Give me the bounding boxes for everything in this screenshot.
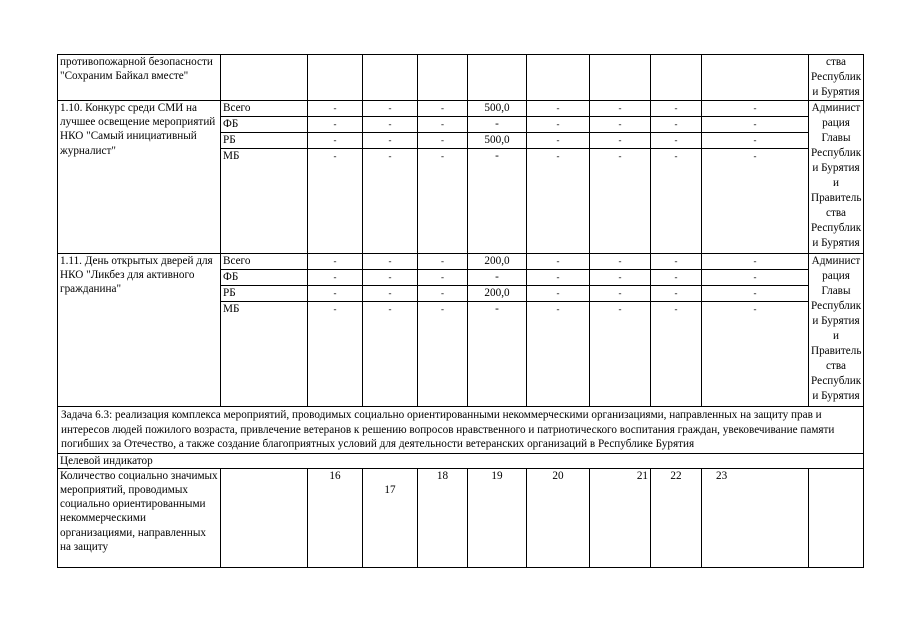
value-cell: - (527, 101, 590, 117)
value-cell: - (590, 117, 651, 133)
indicator-value: 16 (308, 468, 363, 567)
value-cell: - (527, 117, 590, 133)
resp-line: Правитель (811, 345, 862, 357)
resp-line: и Бурятия (812, 86, 860, 98)
value-cell: - (363, 286, 418, 302)
value-cell: - (590, 286, 651, 302)
value-cell: - (702, 302, 809, 407)
event-name: 1.10. Конкурс среди СМИ на лучшее освещение мероприятий НКО "Самый инициативный журналист" (58, 101, 221, 254)
indicator-value: 20 (527, 468, 590, 567)
value-cell: - (651, 133, 702, 149)
value-cell: - (590, 101, 651, 117)
value-cell: - (651, 302, 702, 407)
event-name: противопожарной безопасности "Сохраним Байкал вместе" (58, 55, 221, 101)
source-cell (221, 55, 308, 101)
value-cell: - (702, 101, 809, 117)
value-cell: - (527, 302, 590, 407)
source-label: ФБ (221, 117, 308, 133)
resp-line: ства (826, 56, 846, 68)
value-cell: - (527, 254, 590, 270)
source-label: Всего (221, 101, 308, 117)
value-cell: - (702, 270, 809, 286)
resp-line: Главы (821, 132, 851, 144)
value-cell: - (308, 270, 363, 286)
value-cell: 200,0 (468, 286, 527, 302)
resp-line: Республик (811, 300, 862, 312)
value-cell (651, 55, 702, 101)
value-cell (468, 55, 527, 101)
source-cell (221, 468, 308, 567)
value-cell: - (590, 133, 651, 149)
value-cell: - (590, 149, 651, 254)
indicator-value: 18 (418, 468, 468, 567)
value-cell: - (308, 133, 363, 149)
row-indicator-header (58, 453, 864, 468)
value-cell: - (651, 254, 702, 270)
resp-line: и (833, 330, 839, 342)
value-cell: 200,0 (468, 254, 527, 270)
indicator-value: 22 (651, 468, 702, 567)
resp-line: Правитель (811, 192, 862, 204)
value-cell: - (418, 117, 468, 133)
value-cell: - (363, 270, 418, 286)
value-cell: - (702, 149, 809, 254)
value-cell: - (308, 302, 363, 407)
responsible-cell (809, 101, 864, 254)
value-cell: - (308, 117, 363, 133)
resp-line: и Бурятия (812, 162, 860, 174)
value-cell: 500,0 (468, 101, 527, 117)
value-cell: - (418, 254, 468, 270)
value-cell: - (702, 254, 809, 270)
indicator-header: Целевой индикатор (58, 453, 864, 468)
value-cell: - (363, 302, 418, 407)
value-cell: - (308, 254, 363, 270)
value-cell: - (651, 117, 702, 133)
value-cell: - (418, 133, 468, 149)
resp-line: и Бурятия (812, 237, 860, 249)
resp-line: рация (822, 270, 850, 282)
value-cell: - (363, 101, 418, 117)
value-cell: - (418, 101, 468, 117)
resp-line: Админист (811, 255, 861, 267)
responsible-cell (809, 468, 864, 567)
value-cell (418, 55, 468, 101)
resp-line: Республик (811, 71, 862, 83)
value-cell (363, 55, 418, 101)
value-cell: - (702, 117, 809, 133)
value-cell: - (702, 286, 809, 302)
resp-line: Республик (811, 222, 862, 234)
value-cell: - (363, 117, 418, 133)
value-cell: - (527, 270, 590, 286)
value-cell: - (418, 270, 468, 286)
row-task-6-3 (58, 407, 864, 454)
value-cell: - (702, 133, 809, 149)
row-111-total (58, 254, 864, 270)
resp-line: Админист (811, 102, 861, 114)
value-cell: - (308, 149, 363, 254)
source-label: РБ (221, 286, 308, 302)
source-label: РБ (221, 133, 308, 149)
value-cell: - (527, 149, 590, 254)
value-cell: - (363, 133, 418, 149)
source-label: Всего (221, 254, 308, 270)
value-cell: - (651, 286, 702, 302)
resp-line: Главы (821, 285, 851, 297)
indicator-value: 19 (468, 468, 527, 567)
value-cell: - (590, 270, 651, 286)
source-label: МБ (221, 302, 308, 407)
indicator-value: 23 (702, 468, 809, 567)
indicator-value: 17 (363, 468, 418, 567)
value-cell: - (363, 149, 418, 254)
value-cell: - (651, 101, 702, 117)
resp-line: ства (826, 360, 846, 372)
indicator-value: 21 (590, 468, 651, 567)
value-cell: - (527, 133, 590, 149)
value-cell: - (468, 117, 527, 133)
value-cell: - (418, 302, 468, 407)
resp-line: и (833, 177, 839, 189)
value-cell: - (418, 149, 468, 254)
value-cell: - (527, 286, 590, 302)
task-text: Задача 6.3: реализация комплекса мероприятий, проводимых социально ориентированными некоммерческими организациями, направленных на защиту прав и интересов людей пожилого возраста, привлечение ветеранов к решению вопросов нравственного и патриотического воспитания граждан, увековечивание памяти погибших за Отечество, а также создание благоприятных условий для деятельности ветеранских организаций в Республике Бурятия (58, 407, 864, 454)
program-table (57, 54, 864, 568)
value-cell (702, 55, 809, 101)
indicator-name: Количество социально значимых мероприятий, проводимых социально ориентированными некоммерческими организациями, направленных на защиту (58, 468, 221, 567)
source-label: ФБ (221, 270, 308, 286)
resp-line: и Бурятия (812, 315, 860, 327)
value-cell: - (308, 286, 363, 302)
source-label: МБ (221, 149, 308, 254)
resp-line: Республик (811, 147, 862, 159)
value-cell: - (363, 254, 418, 270)
resp-line: и Бурятия (812, 390, 860, 402)
responsible-cell (809, 254, 864, 407)
responsible-cell (809, 55, 864, 101)
row-fire-safety (58, 55, 864, 101)
value-cell: - (590, 254, 651, 270)
document-page (57, 54, 863, 568)
row-indicator (58, 468, 864, 567)
value-cell (590, 55, 651, 101)
value-cell: - (418, 286, 468, 302)
event-name: 1.11. День открытых дверей для НКО "Ликбез для активного гражданина" (58, 254, 221, 407)
row-110-total (58, 101, 864, 117)
resp-line: ства (826, 207, 846, 219)
value-cell: - (590, 302, 651, 407)
value-cell: - (468, 149, 527, 254)
resp-line: рация (822, 117, 850, 129)
value-cell: - (468, 302, 527, 407)
value-cell: 500,0 (468, 133, 527, 149)
value-cell (308, 55, 363, 101)
value-cell: - (651, 149, 702, 254)
resp-line: Республик (811, 375, 862, 387)
value-cell (527, 55, 590, 101)
value-cell: - (308, 101, 363, 117)
value-cell: - (468, 270, 527, 286)
value-cell: - (651, 270, 702, 286)
